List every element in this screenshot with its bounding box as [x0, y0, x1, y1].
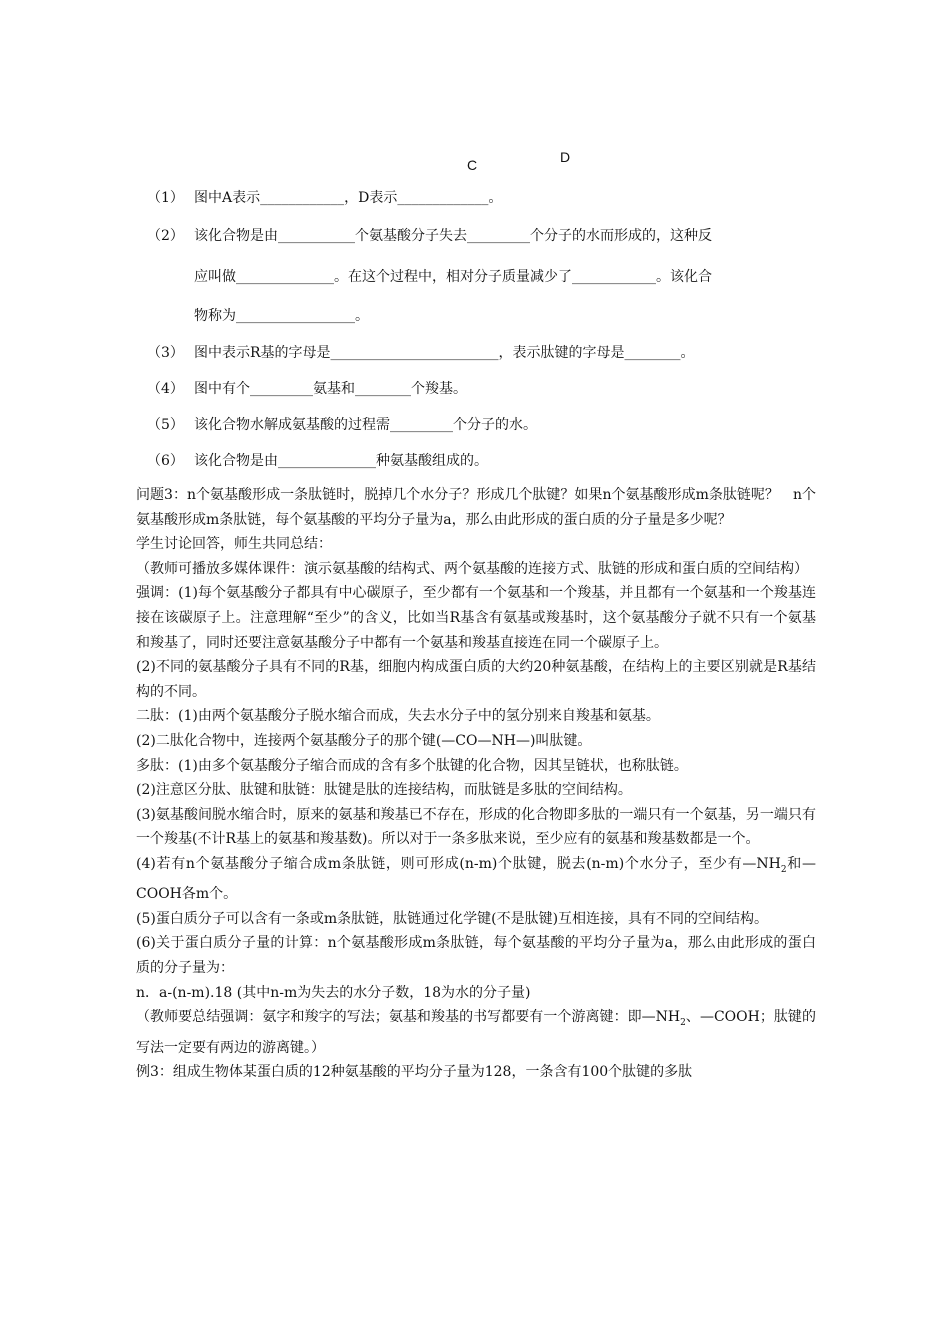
- figure-label-d: D: [560, 149, 571, 165]
- question-number: （1）: [147, 190, 184, 206]
- question-text: 应叫做______________。在这个过程中，相对分子质量减少了____________。该化合: [194, 269, 712, 285]
- question-number: （3）: [147, 345, 184, 361]
- paragraph-dipeptide-2: (2)二肽化合物中，连接两个氨基酸分子的那个键(—CO—NH—)叫肽键。: [136, 732, 592, 749]
- paragraph-polypeptide-4: [136, 852, 816, 907]
- paragraph-multimedia: （教师可播放多媒体课件：演示氨基酸的结构式、两个氨基酸的连接方式、肽链的形成和蛋白质的空间结构）: [136, 560, 808, 577]
- subscript: 2: [680, 1018, 686, 1029]
- paragraph-discussion: 学生讨论回答，师生共同总结：: [136, 536, 332, 553]
- question-text: 该化合物是由______________种氨基酸组成的。: [194, 453, 488, 469]
- figure-label-c: C: [467, 157, 478, 173]
- text-segment: 和—COOH各m个。: [136, 855, 816, 903]
- question-text: 图中有个_________氨基和________个羧基。: [194, 381, 467, 397]
- paragraph-polypeptide-6: (6)关于蛋白质分子量的计算：n个氨基酸形成m条肽链，每个氨基酸的平均分子量为a，那么由此形成的蛋白质的分子量为：: [136, 935, 816, 977]
- question-text: 该化合物是由___________个氨基酸分子失去_________个分子的水而形成的，这种反: [194, 228, 712, 244]
- text-segment: 、—COOH；肽键的写法一定要有两边的游离键。）: [136, 1009, 816, 1056]
- text-segment: (4)若有n个氨基酸分子缩合成m条肽链，则可形成(n-m)个肽键，脱去(n-m)个水分子，至少有—NH: [136, 855, 781, 872]
- paragraph-example-3: 例3：组成生物体某蛋白质的12种氨基酸的平均分子量为128，一条含有100个肽键的多肽: [136, 1064, 693, 1081]
- paragraph-formula: n．a-(n-m).18 (其中n-m为失去的水分子数，18为水的分子量): [136, 984, 531, 1001]
- paragraph-question-3: 问题3：n个氨基酸形成一条肽链时，脱掉几个水分子？形成几个肽键？如果n个氨基酸形成m条肽链呢？ n个氨基酸形成m条肽链，每个氨基酸的平均分子量为a，那么由此形成的蛋白质的分子量是多少呢？: [136, 487, 816, 528]
- lesson-body: [136, 483, 816, 1085]
- paragraph-teacher-note: [136, 1005, 816, 1060]
- question-text: 该化合物水解成氨基酸的过程需_________个分子的水。: [194, 417, 537, 433]
- subscript: 2: [780, 864, 787, 875]
- paragraph-polypeptide-2: (2)注意区分肽、肽键和肽链：肽键是肽的连接结构，而肽链是多肽的空间结构。: [136, 782, 632, 799]
- paragraph-emphasis-2: (2)不同的氨基酸分子具有不同的R基，细胞内构成蛋白质的大约20种氨基酸，在结构上的主要区别就是R基结构的不同。: [136, 659, 816, 700]
- question-number: （4）: [147, 381, 184, 397]
- question-text: 图中A表示____________，D表示_____________。: [194, 190, 503, 206]
- question-text: 图中表示R基的字母是________________________，表示肽键的字母是________。: [194, 345, 695, 361]
- question-number: （6）: [147, 453, 184, 469]
- text-segment: （教师要总结强调：氨字和羧字的写法；氨基和羧基的书写都要有一个游离键：即—NH: [136, 1009, 681, 1026]
- question-text: 物称为_________________。: [194, 308, 369, 324]
- question-number: （5）: [147, 417, 184, 433]
- paragraph-polypeptide-3: (3)氨基酸间脱水缩合时，原来的氨基和羧基已不存在，形成的化合物即多肽的一端只有一个氨基，另一端只有一个羧基(不计R基上的氨基和羧基数)。所以对于一条多肽来说，至少应有的氨基和羧基数都是一个。: [136, 806, 816, 848]
- paragraph-polypeptide-5: (5)蛋白质分子可以含有一条或m条肽链，肽链通过化学键(不是肽键)互相连接，具有不同的空间结构。: [136, 910, 769, 927]
- paragraph-dipeptide-1: 二肽：(1)由两个氨基酸分子脱水缩合而成，失去水分子中的氢分别来自羧基和氨基。: [136, 708, 660, 725]
- paragraph-emphasis-1: 强调：(1)每个氨基酸分子都具有中心碳原子，至少都有一个氨基和一个羧基，并且都有一个氨基和一个羧基连接在该碳原子上。注意理解“至少”的含义，比如当R基含有氨基或羧基时，这个氨基酸分子就不只有一个氨基和羧基了，同时还要注意氨基酸分子中都有一个氨基和羧基直接连在同一个碳原子上。: [136, 585, 816, 651]
- question-number: （2）: [147, 228, 184, 244]
- paragraph-polypeptide-1: 多肽：(1)由多个氨基酸分子缩合而成的含有多个肽键的化合物，因其呈链状，也称肽链。: [136, 757, 688, 774]
